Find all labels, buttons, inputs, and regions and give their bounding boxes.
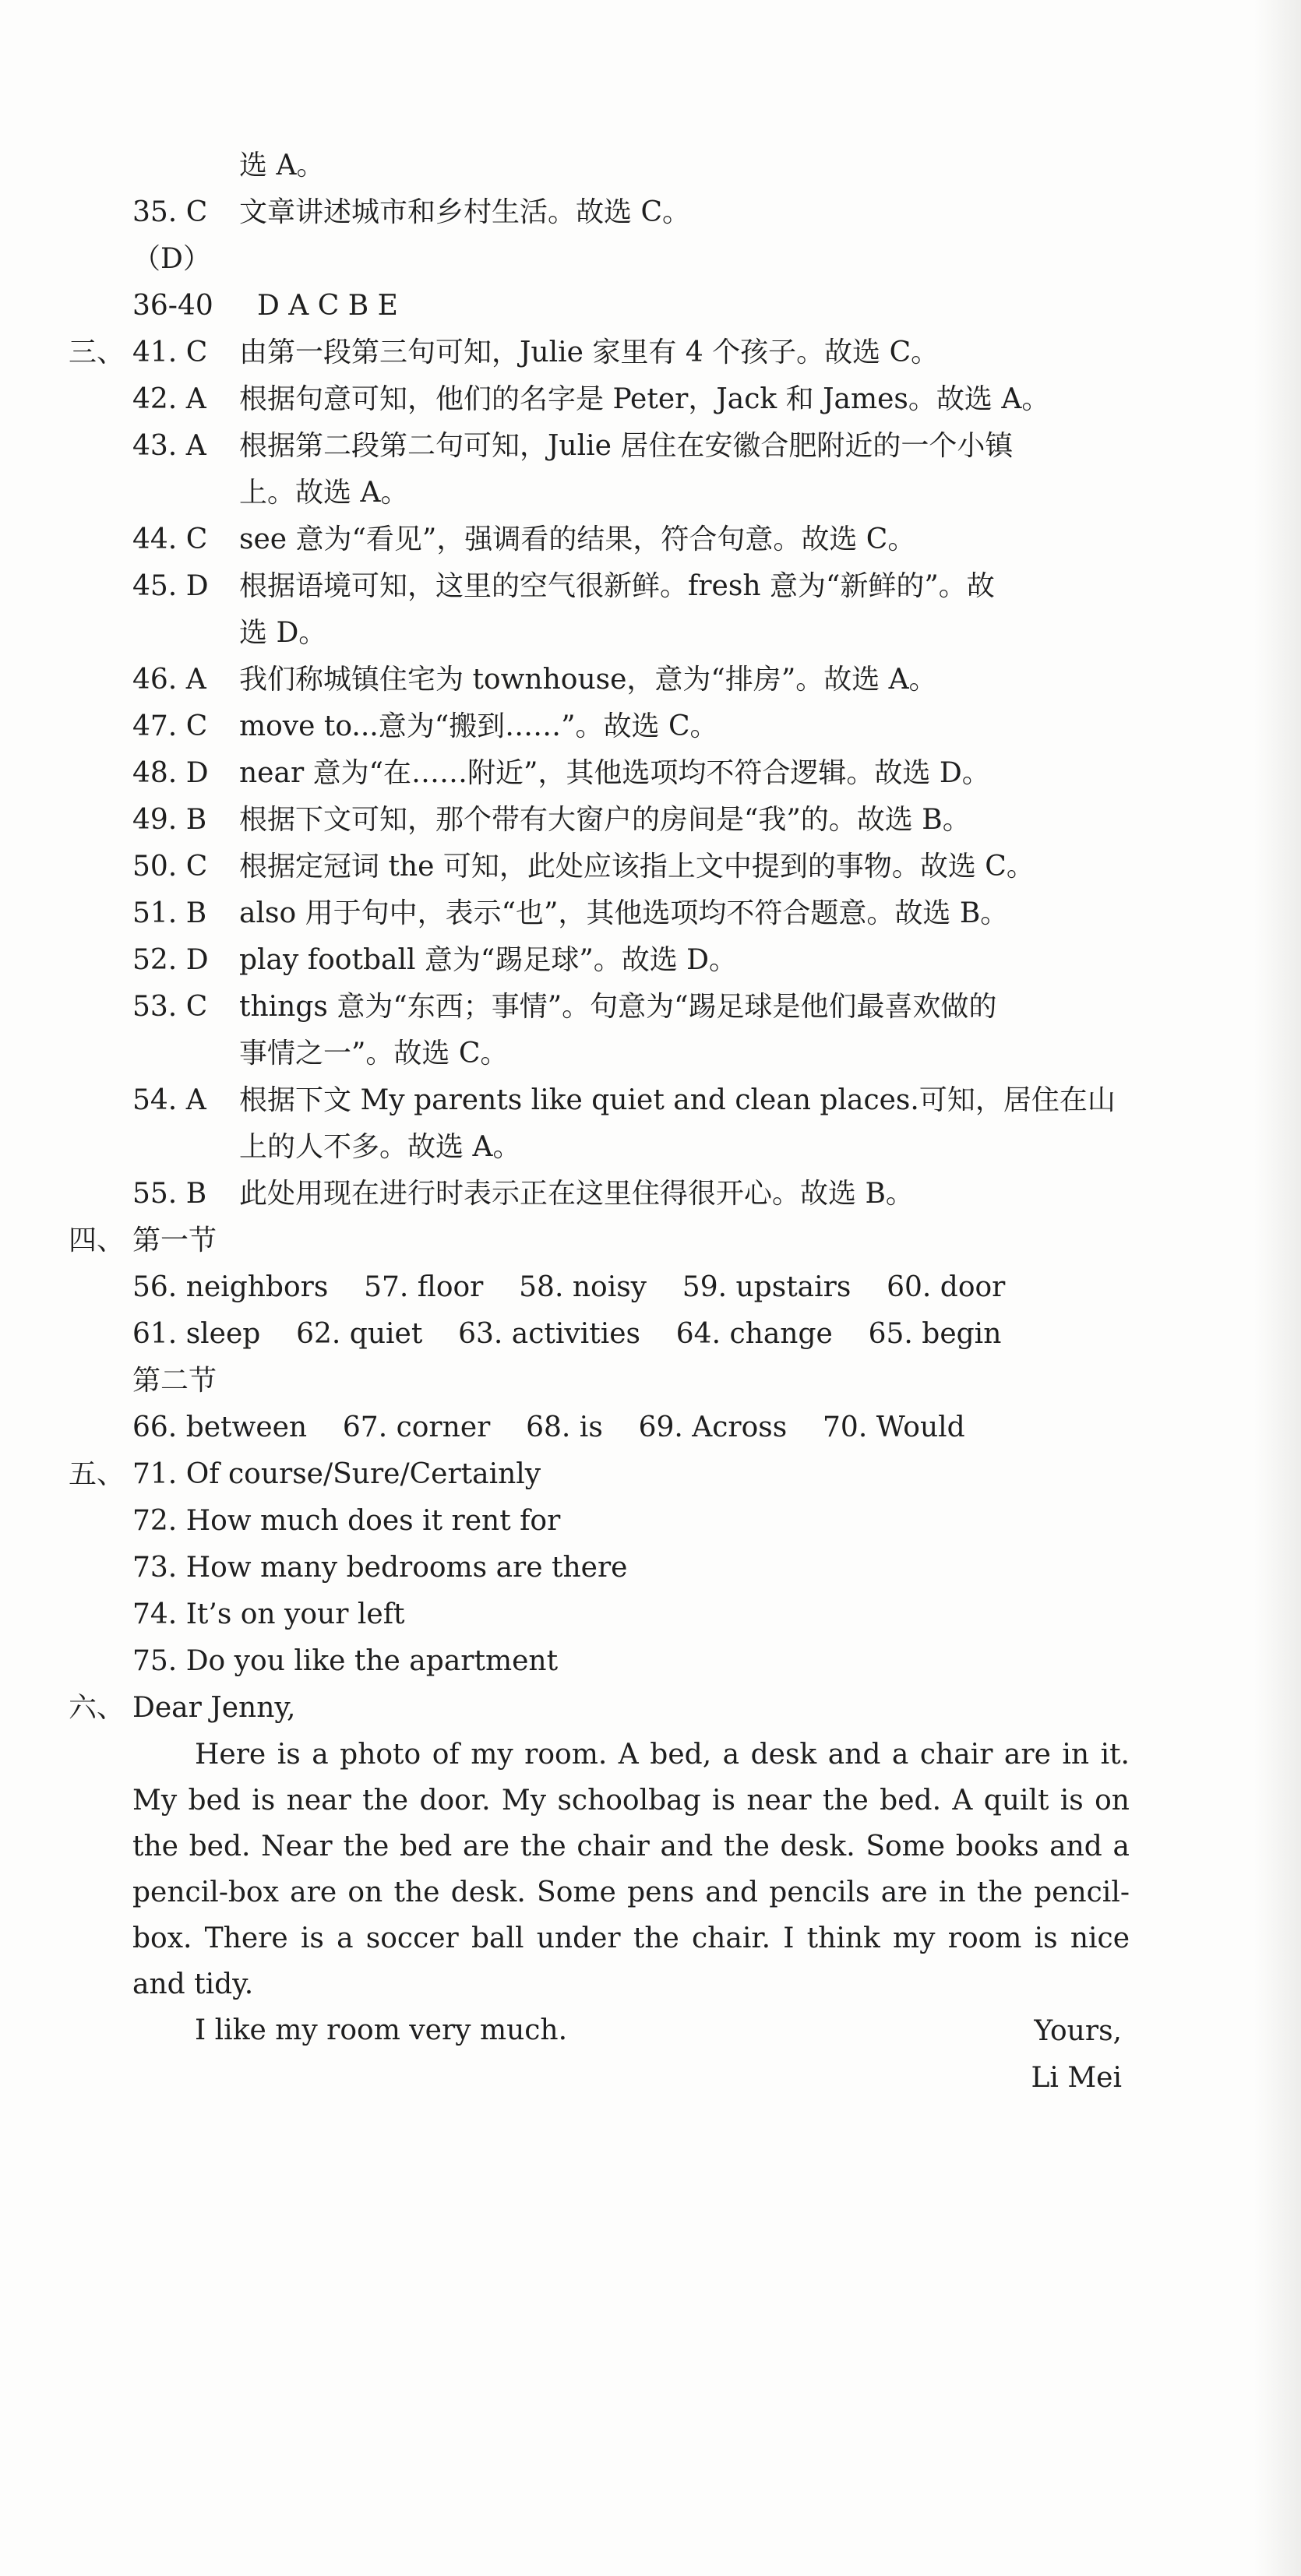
answer-72: 72. How much does it rent for: [132, 1505, 561, 1537]
answer-47: [132, 703, 718, 750]
answer-number: 53. C: [132, 991, 208, 1023]
answer-explanation: 根据第二段第二句可知，Julie 居住在安徽合肥附近的一个小镇: [239, 430, 1014, 462]
answer-explanation: also 用于句中，表示“也”，其他选项均不符合题意。故选 B。: [239, 897, 1009, 929]
answer-number: 54. A: [132, 1084, 206, 1116]
answer-number: 51. B: [132, 897, 207, 929]
answer-explanation: 根据下文可知，那个带有大窗户的房间是“我”的。故选 B。: [239, 804, 971, 836]
answer-text: 71. Of course/Sure/Certainly: [132, 1458, 541, 1490]
section-number: 五、: [69, 1458, 125, 1490]
answer-explanation: play football 意为“踢足球”。故选 D。: [239, 944, 738, 976]
subsection-title: 第一节: [132, 1225, 217, 1256]
answers-61-65: 61. sleep 62. quiet 63. activities 64. change 65. begin: [132, 1318, 1002, 1350]
answer-explanation: 我们称城镇住宅为 townhouse，意为“排房”。故选 A。: [239, 664, 937, 696]
answers-56-60: 56. neighbors 57. floor 58. noisy 59. upstairs 60. door: [132, 1271, 1006, 1303]
answer-48: [132, 750, 990, 797]
section-number: 六、: [69, 1692, 125, 1724]
letter-body: [132, 1732, 1130, 2053]
answer-explanation: 由第一段第三句可知，Julie 家里有 4 个孩子。故选 C。: [239, 337, 940, 368]
answer-explanation: 根据句意可知，他们的名字是 Peter，Jack 和 James。故选 A。: [239, 383, 1050, 415]
answer-74: 74. It’s on your left: [132, 1598, 405, 1630]
section-number: 三、: [69, 337, 125, 368]
answer-explanation: near 意为“在……附近”，其他选项均不符合逻辑。故选 D。: [239, 757, 990, 789]
answers-66-70: 66. between 67. corner 68. is 69. Across 70. Would: [132, 1411, 965, 1443]
answer-letters: D A C B E: [257, 290, 398, 322]
answer-continuation: 事情之一”。故选 C。: [239, 1038, 509, 1070]
answer-75: 75. Do you like the apartment: [132, 1645, 559, 1677]
letter-greeting: [69, 1685, 295, 1732]
subsection-title: 第二节: [132, 1365, 217, 1397]
answer-continuation: 选 A。: [239, 150, 325, 181]
answer-explanation: see 意为“看见”，强调看的结果，符合句意。故选 C。: [239, 523, 916, 555]
section-number: 四、: [69, 1225, 125, 1256]
answer-number: 50. C: [132, 851, 208, 883]
answer-explanation: move to...意为“搬到……”。故选 C。: [239, 710, 718, 742]
answer-explanation: 文章讲述城市和乡村生活。故选 C。: [239, 196, 690, 228]
answer-42: [132, 376, 1049, 423]
answer-number: 48. D: [132, 757, 209, 789]
page-edge-shadow: [1254, 0, 1301, 2576]
answer-45: [132, 563, 995, 610]
answer-71: [69, 1451, 541, 1498]
answer-explanation: 根据下文 My parents like quiet and clean places.可知，居住在山: [239, 1084, 1116, 1116]
answer-number: 41. C: [132, 337, 208, 368]
answer-54: [132, 1077, 1116, 1124]
answer-continuation: 选 D。: [239, 617, 327, 649]
answer-35: [132, 189, 690, 236]
answer-number: 55. B: [132, 1178, 207, 1210]
answer-50: [132, 844, 1035, 890]
answer-46: [132, 657, 937, 703]
answer-number: 42. A: [132, 383, 206, 415]
answer-44: [132, 516, 915, 563]
answer-continuation: 上的人不多。故选 A。: [239, 1131, 521, 1163]
greeting-text: Dear Jenny,: [132, 1692, 296, 1724]
answer-73: 73. How many bedrooms are there: [132, 1552, 628, 1584]
answer-number: 47. C: [132, 710, 208, 742]
letter-closing-line: I like my room very much.: [195, 2014, 568, 2046]
answer-number: 52. D: [132, 944, 209, 976]
answer-51: [132, 890, 1008, 937]
answer-43: [132, 423, 1013, 470]
letter-paragraph: Here is a photo of my room. A bed, a desk and a chair are in it. My bed is near the door. My schoolbag is near the bed. A quilt is on the bed. Near the bed are the chair and the desk. Some books and a pencil-box are on the desk. Some pens and pencils are in the pencil-box. There is a soccer ball under the chair. I think my room is nice and tidy.: [132, 1739, 1130, 2000]
answer-explanation: 此处用现在进行时表示正在这里住得很开心。故选 B。: [239, 1178, 914, 1210]
answer-explanation: 根据定冠词 the 可知，此处应该指上文中提到的事物。故选 C。: [239, 851, 1035, 883]
section-four-heading: [69, 1218, 217, 1264]
section-d-heading: （D）: [132, 243, 211, 275]
answer-number: 43. A: [132, 430, 206, 462]
answer-number: 36-40: [132, 290, 213, 322]
answer-continuation: 上。故选 A。: [239, 477, 409, 509]
answer-number: 46. A: [132, 664, 206, 696]
answer-49: [132, 797, 971, 844]
answer-number: 35. C: [132, 196, 208, 228]
answer-number: 49. B: [132, 804, 207, 836]
answer-53: [132, 984, 997, 1031]
answer-number: 45. D: [132, 570, 209, 602]
answer-explanation: things 意为“东西；事情”。句意为“踢足球是他们最喜欢做的: [239, 991, 997, 1023]
letter-signature: Li Mei: [1031, 2062, 1122, 2094]
answer-55: [132, 1171, 914, 1218]
answer-41: [69, 329, 939, 376]
answer-36-40: [132, 283, 398, 329]
letter-sign-off: Yours,: [1034, 2015, 1122, 2047]
answer-number: 44. C: [132, 523, 208, 555]
answer-52: [132, 937, 737, 984]
answer-explanation: 根据语境可知，这里的空气很新鲜。fresh 意为“新鲜的”。故: [239, 570, 995, 602]
